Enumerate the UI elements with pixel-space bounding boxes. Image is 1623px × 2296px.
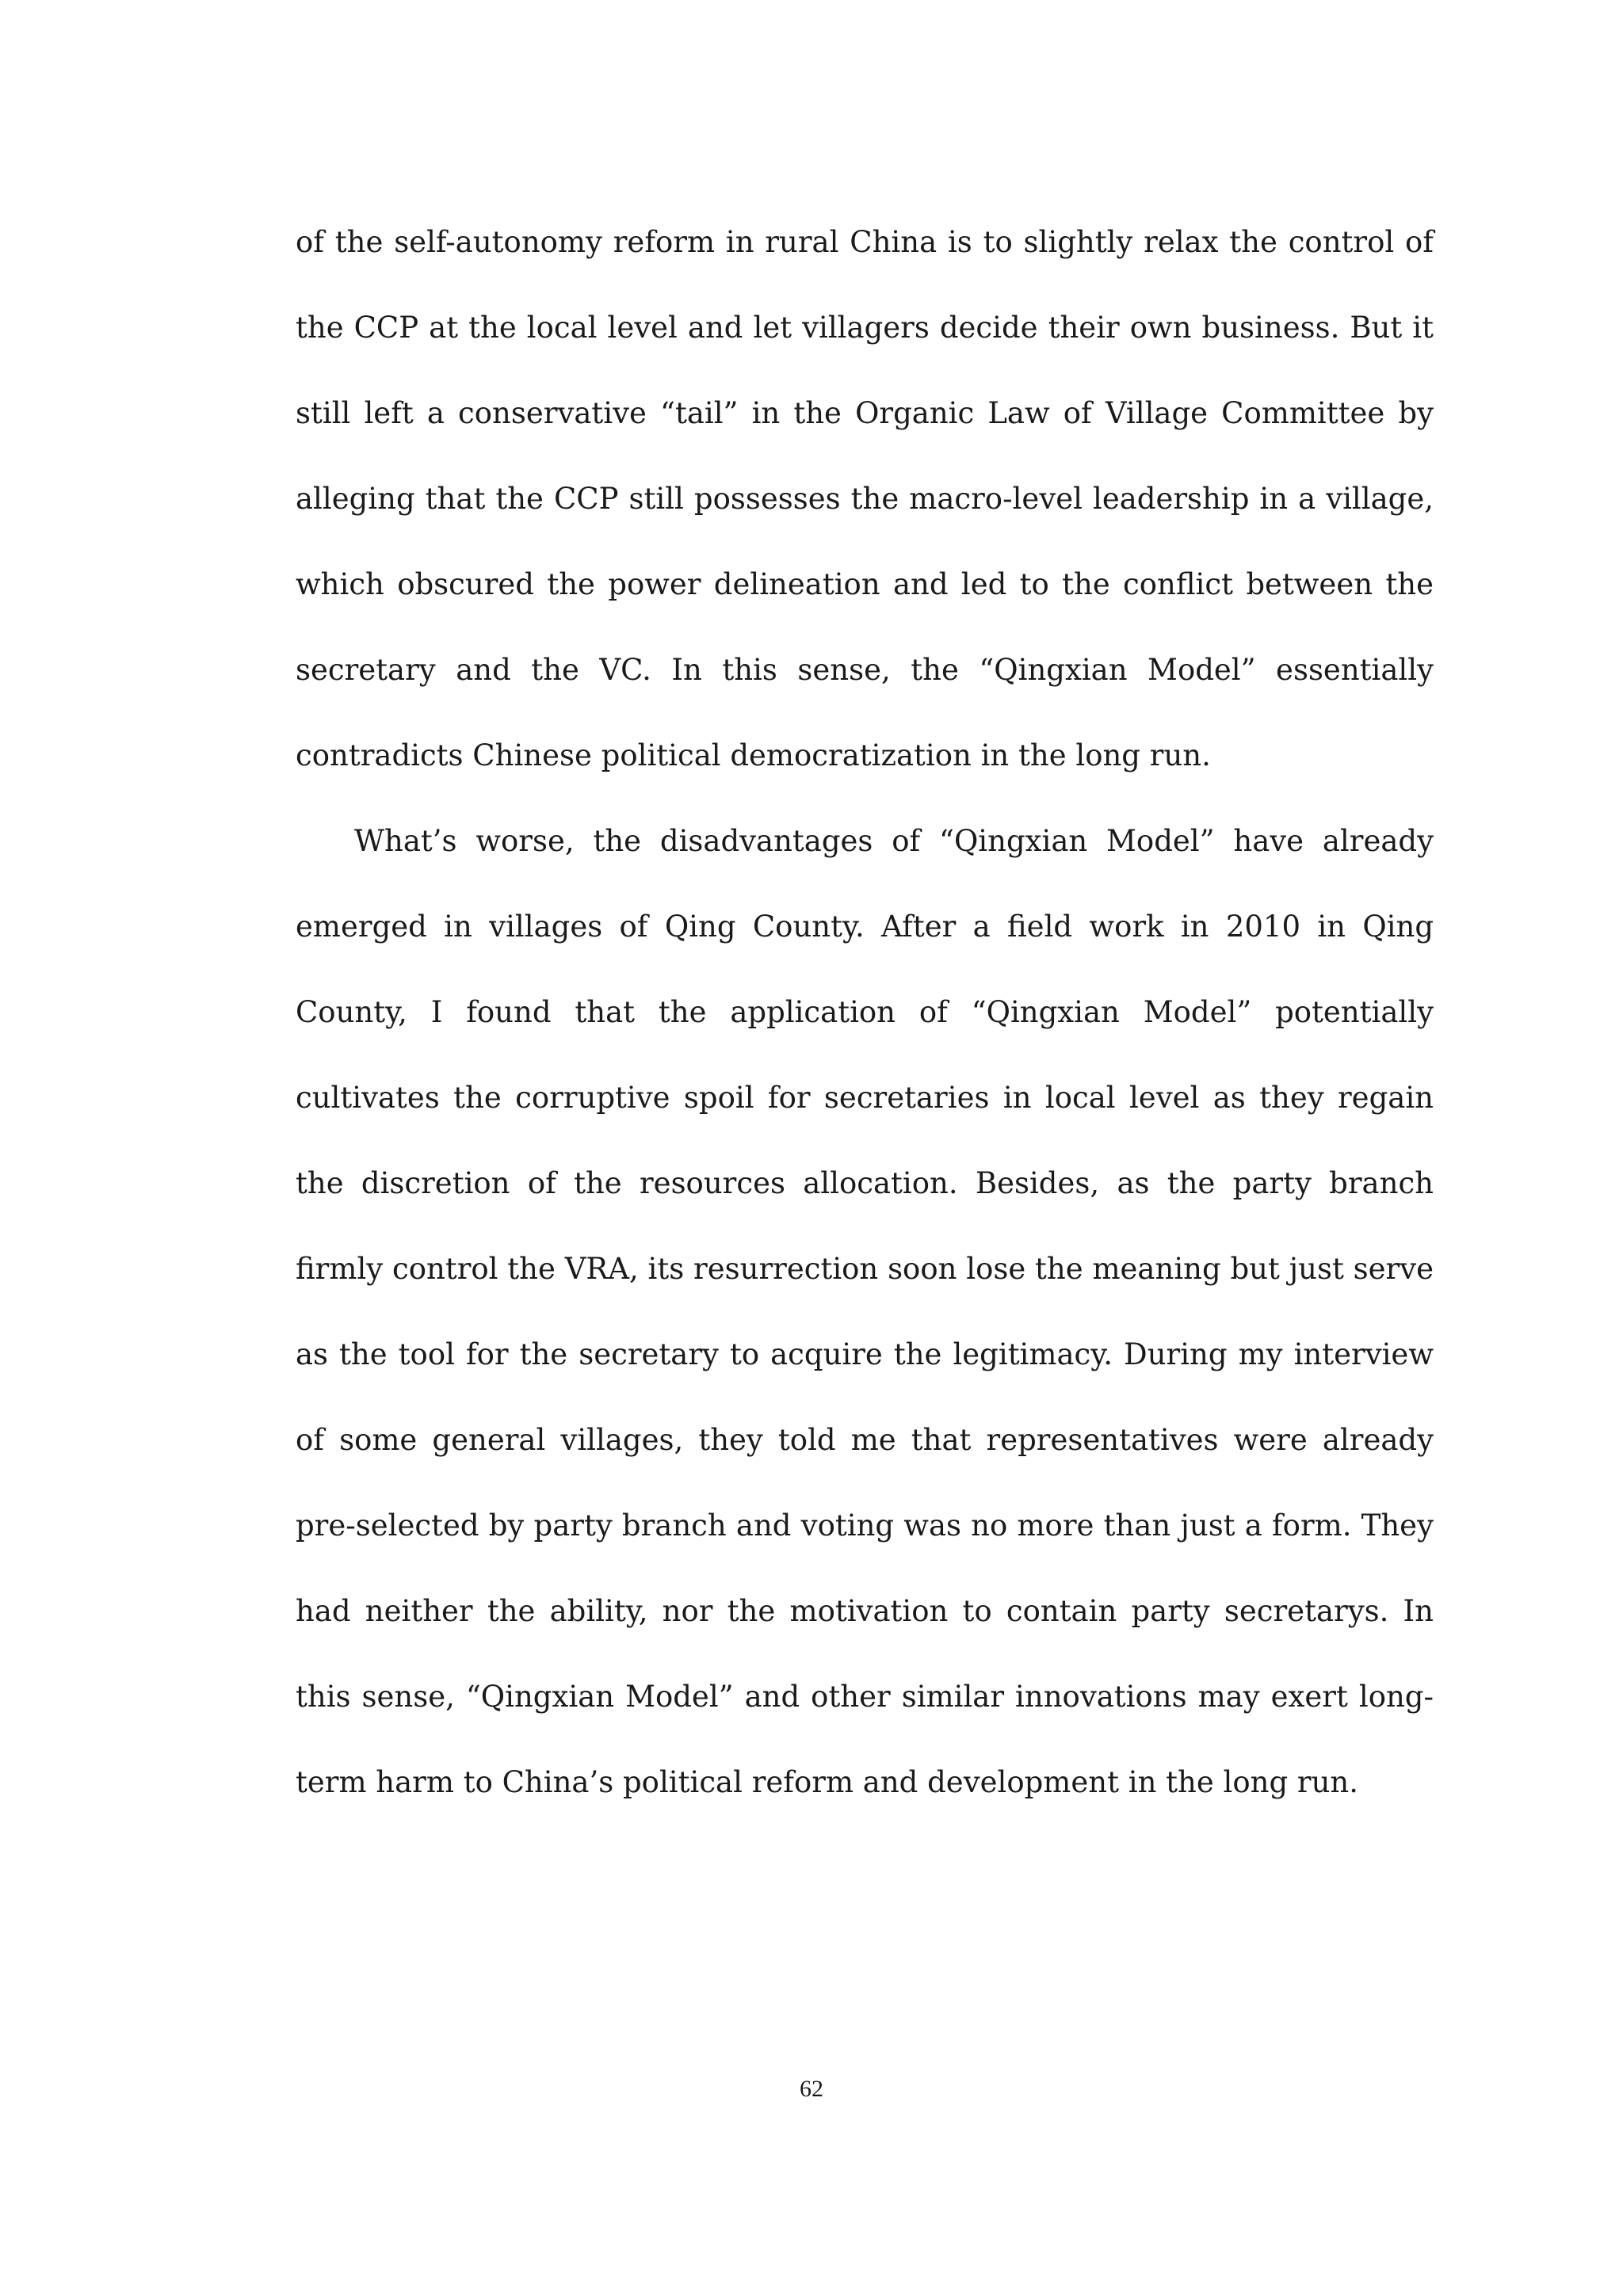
paragraph-qingxian-disadvantages: What’s worse, the disadvantages of “Qingxian Model” have already emerged in villages of Qing County. After a field work in 2010 in Qing County, I found that the application of “Qingxian Model” potentially cultivates the corruptive spoil for secretaries in local level as they regain the discretion of the resources allocation. Besides, as the party branch firmly control the VRA, its resurrection soon lose the meaning but just serve as the tool for the secretary to acquire the legitimacy. During my interview of some general villages, they told me that representatives were already pre-selected by party branch and voting was no more than just a form. They had neither the ability, nor the motivation to contain party secretarys. In this sense, “Qingxian Model” and other similar innovations may exert long-term harm to China’s political reform and development in the long run.	[296, 824, 1434, 1799]
page-number: 62	[800, 2076, 823, 2102]
paragraph-continuation: of the self-autonomy reform in rural China is to slightly relax the control of the CCP at the local level and let villagers decide their own business. But it still left a conservative “tail” in the Organic Law of Village Committee by alleging that the CCP still possesses the macro-level leadership in a village, which obscured the power delineation and led to the conflict between the secretary and the VC. In this sense, the “Qingxian Model” essentially contradicts Chinese political democratization in the long run.	[296, 225, 1434, 772]
body-text	[296, 200, 1434, 1825]
